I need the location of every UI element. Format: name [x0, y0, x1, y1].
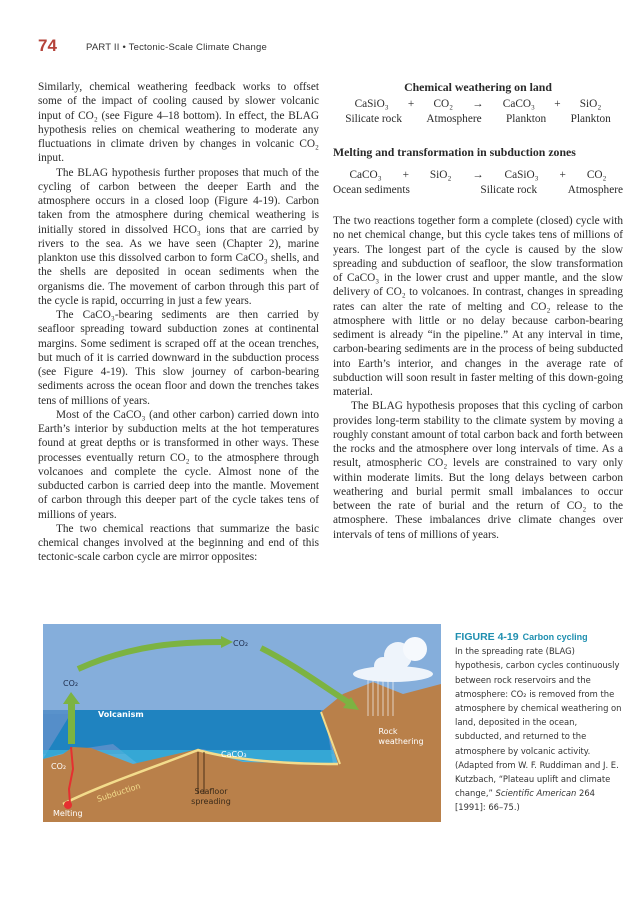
paragraph: The two reactions together form a complete (closed) cycle with no net chemical change, but this cycle takes tens of millions of years. The longest part of the cycle is caused by the slow spreading and subduction of seafloor, the slow transformation of CaCO₃ in the lower crust and upper mantle, and the slow delivery of CO₂ to volcanoes. In contrast, changes in spreading rates can alter the rate of melting and CO₂ release to the atmosphere with little or no delay because carbon-bearing sediment is already “in the pipeline.” At any interval in time, carbon-bearing sediments are in the process of being subducted into Earth’s interior, and changes in the average rate of subduction will soon result in faster melting of this down-going material.: [333, 215, 623, 398]
label-caco3: CaCO₃: [221, 750, 247, 759]
formula-op: →: [472, 98, 484, 110]
equation-title: Melting and transformation in subduction zones: [333, 145, 576, 159]
paragraph: The CaCO₃-bearing sediments are then carried by seafloor spreading toward subduction zones at continental margins. Some sediment is scraped off at the ocean trenches, but much of it is carried downward in the subduction process (see Figure 4-19). This slow journey of carbon-bearing sediments across the ocean floor and down the trenches takes tens of millions of years.: [38, 309, 319, 407]
paragraph: Most of the CaCO₃ (and other carbon) carried down into Earth’s interior by subduction melts at the hot temperatures found at great depths or is transformed in other ways. These processes eventually return CO₂ to the atmosphere through volcanoes and complete the cycle. Almost none of the subducted carbon is carried deep into the mantle. Movement of carbon through this deeper part of the cycle takes tens of millions of years.: [38, 408, 319, 521]
formula-op: →: [472, 169, 484, 181]
label-weathering: weathering: [378, 737, 424, 746]
formula-term: CaSiO₃: [504, 169, 539, 181]
equation-subduction: [333, 145, 623, 196]
label-spreading: spreading: [191, 797, 231, 806]
formula-term: CO₂: [586, 169, 607, 181]
equation-weathering: [333, 80, 623, 125]
paragraph: The BLAG hypothesis proposes that this cycling of carbon provides long-term stability to the climate system by moving a roughly constant amount of total carbon back and forth between the rocks and the atmosphere over long intervals of time. As a result, atmospheric CO₂ levels are constrained to vary only within moderate limits. But the long delays between carbon weathering and burial permit small imbalances to occur between the rate of burial and the return of CO₂ to the atmosphere. These imbalances drive climate changes over intervals of tens of millions of years.: [333, 400, 623, 541]
formula-label: Atmosphere: [426, 113, 482, 125]
label-subduction: Subduction: [95, 781, 142, 804]
formula-label: Silicate rock: [345, 113, 402, 125]
equation-formula: [333, 98, 623, 110]
formula-op: +: [402, 169, 409, 181]
formula-term: CO₂: [433, 98, 454, 110]
label-seafloor: Seafloor: [194, 787, 228, 796]
paragraph: The BLAG hypothesis further proposes that much of the cycling of carbon between the deeper Earth and the atmosphere occurs in a closed loop (Figure 4-19). Carbon taken from the atmosphere during chemical weathering is initially stored in dissolved HCO₃ ions that are carried by rivers to the sea. As we have seen (Chapter 2), marine plankton use this dissolved carbon to form CaCO₃ shells, and the shells are deposited in ocean sediments when the organisms die. The movement of carbon through this part of the cycle is rapid, occurring in just a few years.: [38, 166, 319, 307]
paragraph: Similarly, chemical weathering feedback works to offset some of the impact of cooling caused by slower volcanic input of CO₂ (see Figure 4–18 bottom). In effect, the BLAG hypothesis relies on chemical weathering to moderate any fluctuations in climate driven by changes in volcanic CO₂ input.: [38, 81, 319, 165]
formula-term: CaCO₃: [502, 98, 535, 110]
formula-label: Plankton: [506, 113, 547, 125]
figure-label: FIGURE 4-19: [455, 631, 519, 643]
volcanic-co2-arrow: [68, 702, 75, 744]
formula-op: +: [554, 98, 561, 110]
caption-text: In the spreading rate (BLAG) hypothesis, carbon cycles continuously between rock reservoirs and the atmosphere: CO₂ is removed from the atmosphere by chemical weathering on land, deposited in the ocean, subducted, and returned to the atmosphere by volcanic activity. (Adapted from W. F. Ruddiman and J. E. Kutzbach, “Plateau uplift and climate change,”: [455, 646, 622, 799]
running-title: PART II • Tectonic-Scale Climate Change: [86, 42, 267, 53]
formula-label: Plankton: [570, 113, 611, 125]
equation-labels: [333, 184, 623, 196]
paragraph: The two chemical reactions that summarize the basic chemical changes involved at the beginning and end of this tectonic-scale carbon cycle are mirror opposites:: [38, 522, 319, 564]
caption-journal: Scientific American: [495, 788, 577, 799]
label-rock: Rock: [378, 727, 398, 736]
figure-title: Carbon cycling: [522, 632, 588, 642]
caption-citation: 264 [1991]: 66–75.): [455, 788, 596, 813]
right-column: [333, 214, 623, 542]
label-melting: Melting: [53, 809, 83, 818]
equation-labels: [333, 113, 623, 125]
formula-term: CaSiO₃: [354, 98, 389, 110]
figure-caption: [455, 630, 625, 815]
equation-formula: [333, 169, 623, 181]
carbon-cycle-figure: [43, 624, 441, 822]
formula-op: +: [407, 98, 415, 110]
formula-label: Silicate rock: [480, 184, 538, 196]
page-number: 74: [38, 36, 57, 55]
formula-term: SiO₂: [429, 169, 452, 181]
formula-term: SiO₂: [579, 98, 602, 110]
label-co2-left: CO₂: [63, 679, 79, 688]
left-column: [38, 80, 319, 565]
label-volcanism: Volcanism: [98, 710, 144, 719]
formula-label: Ocean sediments: [333, 184, 410, 196]
magma-chamber: [64, 801, 72, 809]
equation-title: Chemical weathering on land: [404, 80, 552, 94]
formula-term: CaCO₃: [349, 169, 382, 181]
label-co2-melt: CO₂: [51, 762, 67, 771]
formula-op: +: [559, 169, 566, 181]
label-co2-top: CO₂: [233, 639, 249, 648]
formula-label: Atmosphere: [567, 184, 623, 196]
